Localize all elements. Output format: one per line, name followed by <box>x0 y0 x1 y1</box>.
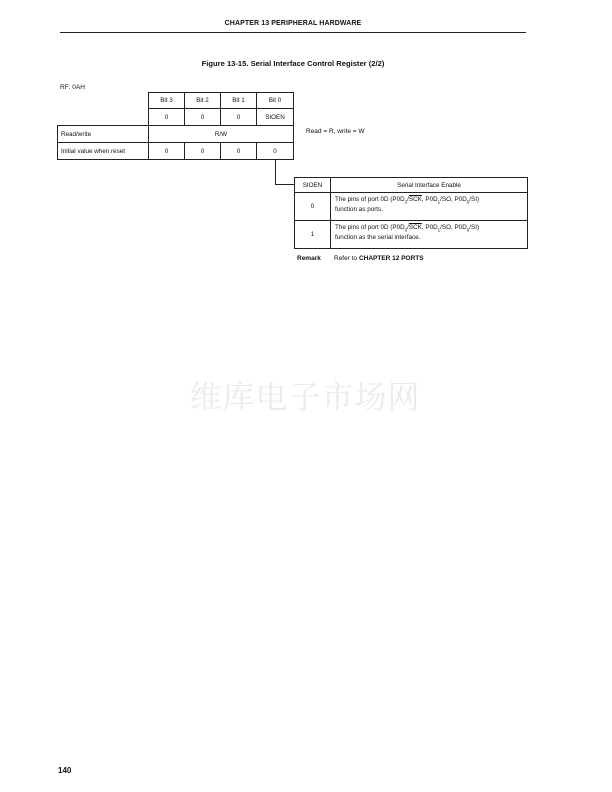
desc-text: The pins of port 0D (P0D <box>335 196 405 203</box>
rw-value: R/W <box>148 125 294 143</box>
desc-text: /SO, P0D <box>440 224 467 231</box>
reset-value-1: 0 <box>220 142 257 160</box>
connector-vertical <box>275 160 276 184</box>
subscript: 0 <box>466 199 470 205</box>
reset-row-label: Initial value when reset <box>57 142 149 160</box>
chapter-header: CHAPTER 13 PERIPHERAL HARDWARE <box>224 20 362 27</box>
reset-value-2: 0 <box>184 142 221 160</box>
reset-value-0: 0 <box>256 142 294 160</box>
bit-name-0: SIOEN <box>256 108 294 126</box>
header-rule <box>60 32 526 33</box>
reset-value-3: 0 <box>148 142 185 160</box>
figure-title: Figure 13-15. Serial Interface Control Register (2/2) <box>201 59 385 68</box>
sck-signal: $\overline{SCK}$ <box>408 224 422 231</box>
subscript: 3 <box>404 199 408 205</box>
subscript: 1 <box>437 199 441 205</box>
remark-reference: CHAPTER 12 PORTS <box>358 255 424 262</box>
desc-text: function as the serial interface. <box>335 234 421 242</box>
rw-row-label: Read/write <box>57 125 149 143</box>
bit-name-1: 0 <box>220 108 257 126</box>
sioen-desc-1 <box>330 220 528 249</box>
watermark: 维库电子市场网 <box>189 378 421 416</box>
sioen-col-header: SIOEN <box>294 177 331 193</box>
desc-text: /SI) <box>469 196 480 203</box>
desc-text: , P0D <box>421 196 438 203</box>
subscript: 1 <box>437 227 441 233</box>
connector-horizontal <box>275 184 294 185</box>
desc-text: The pins of port 0D (P0D <box>335 224 405 231</box>
remark-label: Remark <box>297 255 321 262</box>
remark-text <box>334 255 424 262</box>
bit-header-2: Bit 2 <box>184 92 221 109</box>
rw-note: Read = R, write = W <box>306 128 365 135</box>
sioen-desc-header: Serial Interface Enable <box>330 177 528 193</box>
register-address: RF: 0AH <box>60 84 85 91</box>
bit-name-3: 0 <box>148 108 185 126</box>
bit-header-1: Bit 1 <box>220 92 257 109</box>
sioen-desc-0 <box>330 192 528 221</box>
desc-text: /SI) <box>469 224 480 231</box>
desc-text: / <box>407 224 409 231</box>
remark-body: Refer to <box>334 255 359 262</box>
desc-text: / <box>407 196 409 203</box>
sck-signal: $\overline{SCK}$ <box>408 196 422 203</box>
sioen-value-1: 1 <box>294 220 331 249</box>
desc-text: /SO, P0D <box>440 196 467 203</box>
sioen-value-0: 0 <box>294 192 331 221</box>
bit-header-3: Bit 3 <box>148 92 185 109</box>
desc-text: , P0D <box>421 224 438 231</box>
bit-name-2: 0 <box>184 108 221 126</box>
subscript: 3 <box>404 227 408 233</box>
subscript: 0 <box>466 227 470 233</box>
bit-header-0: Bit 0 <box>256 92 294 109</box>
desc-text: function as ports. <box>335 206 383 214</box>
page-number: 140 <box>58 766 72 775</box>
